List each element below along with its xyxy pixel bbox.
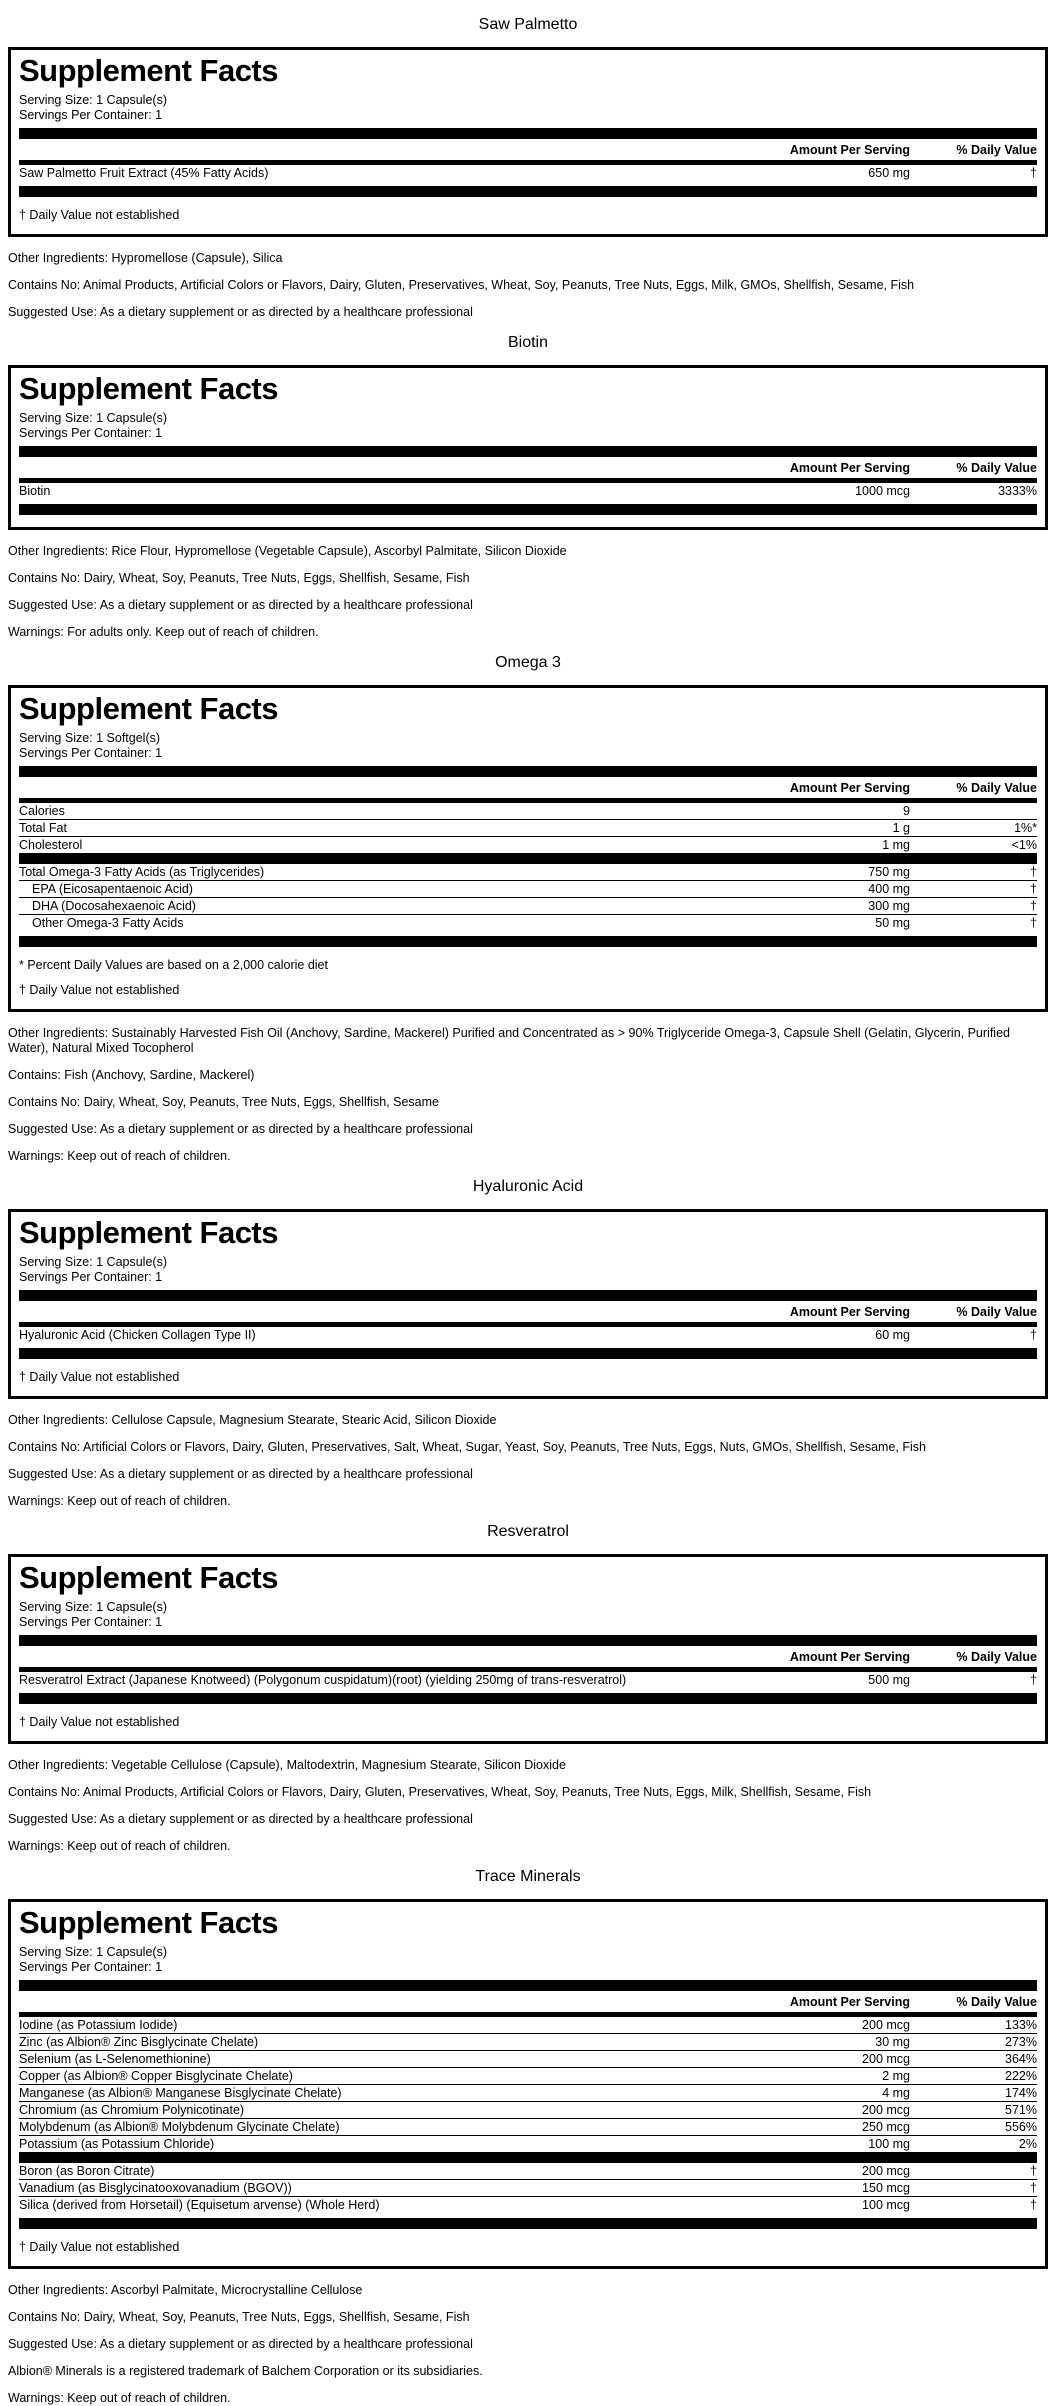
section-title: Omega 3	[495, 654, 561, 671]
divider-thick-bottom	[19, 1693, 1037, 1704]
servings-per-container-text: Servings Per Container: 1	[19, 108, 163, 122]
nutrient-daily-value: †	[1030, 916, 1037, 930]
divider-thick-top	[19, 766, 1037, 777]
column-header-spacer	[19, 1995, 750, 2009]
footnote: * Percent Daily Values are based on a 2,000 calorie diet	[19, 958, 328, 972]
nutrient-row	[19, 2101, 1037, 2118]
nutrient-row	[19, 864, 1037, 880]
nutrient-amount: 150 mcg	[862, 2181, 910, 2195]
note-line: Warnings: Keep out of reach of children.	[8, 2391, 231, 2405]
nutrient-name: Zinc (as Albion® Zinc Bisglycinate Chelate)	[19, 2035, 259, 2049]
note-line: Other Ingredients: Ascorbyl Palmitate, Microcrystalline Cellulose	[8, 2283, 363, 2297]
nutrient-amount: 500 mg	[868, 1673, 910, 1687]
servings-per-container-text: Servings Per Container: 1	[19, 426, 163, 440]
nutrient-row	[19, 1327, 1037, 1343]
supplement-facts-heading: Supplement Facts	[19, 1905, 278, 1940]
divider-thick-top	[19, 1635, 1037, 1646]
nutrient-name: Selenium (as L-Selenomethionine)	[19, 2052, 211, 2066]
nutrient-amount: 200 mcg	[862, 2018, 910, 2032]
supplement-section	[0, 654, 1056, 1164]
section-notes	[8, 1026, 1048, 1164]
nutrient-daily-value: 556%	[1005, 2120, 1037, 2134]
nutrient-rows	[19, 165, 1037, 181]
column-header-row	[19, 1646, 1037, 1667]
nutrient-row	[19, 2196, 1037, 2213]
amount-per-serving-header: Amount Per Serving	[789, 781, 910, 795]
column-header-row	[19, 1991, 1037, 2012]
nutrient-daily-value: <1%	[1011, 838, 1037, 852]
supplement-section	[0, 1868, 1056, 2406]
section-title: Biotin	[507, 334, 549, 351]
daily-value-header: % Daily Value	[956, 143, 1037, 157]
nutrient-row	[19, 1672, 1037, 1688]
nutrient-rows	[19, 1672, 1037, 1688]
nutrient-daily-value: †	[1030, 899, 1037, 913]
daily-value-header: % Daily Value	[956, 1305, 1037, 1319]
note-line: Warnings: For adults only. Keep out of reach of children.	[8, 625, 319, 639]
supplement-facts-heading: Supplement Facts	[19, 1560, 278, 1595]
note-line: Suggested Use: As a dietary supplement or as directed by a healthcare professional	[8, 1122, 473, 1136]
nutrient-row	[19, 2135, 1037, 2152]
nutrient-name: Vanadium (as Bisglycinatooxovanadium (BGOV))	[19, 2181, 292, 2195]
nutrient-amount: 100 mg	[868, 2137, 910, 2151]
nutrient-daily-value: †	[1030, 1328, 1037, 1342]
nutrient-row	[19, 2179, 1037, 2196]
nutrient-rows	[19, 483, 1037, 499]
footnote: † Daily Value not established	[19, 1370, 180, 1384]
supplement-facts-panel	[8, 47, 1048, 237]
nutrient-name: Total Omega-3 Fatty Acids (as Triglycerides)	[19, 865, 265, 879]
note-line: Suggested Use: As a dietary supplement or as directed by a healthcare professional	[8, 1467, 473, 1481]
amount-per-serving-header: Amount Per Serving	[789, 1650, 910, 1664]
supplement-facts-panel	[8, 1554, 1048, 1744]
nutrient-amount: 200 mcg	[862, 2052, 910, 2066]
daily-value-header: % Daily Value	[956, 1650, 1037, 1664]
amount-per-serving-header: Amount Per Serving	[789, 461, 910, 475]
nutrient-row	[19, 483, 1037, 499]
column-header-row	[19, 139, 1037, 160]
nutrient-amount: 1 mg	[882, 838, 910, 852]
nutrient-amount: 650 mg	[868, 166, 910, 180]
supplement-facts-heading: Supplement Facts	[19, 1215, 278, 1250]
note-line: Other Ingredients: Hypromellose (Capsule), Silica	[8, 251, 283, 265]
nutrient-daily-value: 174%	[1005, 2086, 1037, 2100]
supplement-section	[0, 1523, 1056, 1854]
supplement-section	[0, 1178, 1056, 1509]
section-notes	[8, 1413, 1048, 1509]
daily-value-header: % Daily Value	[956, 1995, 1037, 2009]
nutrient-name: Iodine (as Potassium Iodide)	[19, 2018, 178, 2032]
column-header-spacer	[19, 461, 750, 475]
nutrient-daily-value: †	[1030, 2198, 1037, 2212]
nutrient-row	[19, 2033, 1037, 2050]
amount-per-serving-header: Amount Per Serving	[789, 143, 910, 157]
nutrient-daily-value: 222%	[1005, 2069, 1037, 2083]
note-line: Contains: Fish (Anchovy, Sardine, Mackerel)	[8, 1068, 255, 1082]
nutrient-row	[19, 880, 1037, 897]
amount-per-serving-header: Amount Per Serving	[789, 1305, 910, 1319]
supplement-facts-heading: Supplement Facts	[19, 371, 278, 406]
supplement-section	[0, 16, 1056, 320]
supplement-facts-panel	[8, 685, 1048, 1012]
footnote: † Daily Value not established	[19, 1715, 180, 1729]
servings-per-container-text: Servings Per Container: 1	[19, 1960, 163, 1974]
section-notes	[8, 251, 1048, 320]
note-line: Contains No: Dairy, Wheat, Soy, Peanuts, Tree Nuts, Eggs, Shellfish, Sesame, Fish	[8, 571, 470, 585]
nutrient-amount: 9	[903, 804, 910, 818]
nutrient-amount: 2 mg	[882, 2069, 910, 2083]
nutrient-daily-value: †	[1030, 2181, 1037, 2195]
nutrient-name: Cholesterol	[19, 838, 83, 852]
nutrient-daily-value: †	[1030, 1673, 1037, 1687]
section-title: Trace Minerals	[475, 1868, 581, 1885]
column-header-row	[19, 457, 1037, 478]
footnotes	[19, 1715, 1037, 1729]
servings-per-container-text: Servings Per Container: 1	[19, 1615, 163, 1629]
serving-size-text: Serving Size: 1 Capsule(s)	[19, 93, 167, 107]
nutrient-daily-value: †	[1030, 882, 1037, 896]
nutrient-daily-value: †	[1030, 2164, 1037, 2178]
nutrient-daily-value: †	[1030, 166, 1037, 180]
divider-thick-top	[19, 1290, 1037, 1301]
footnote: † Daily Value not established	[19, 2240, 180, 2254]
supplement-facts-panel	[8, 1899, 1048, 2269]
daily-value-header: % Daily Value	[956, 781, 1037, 795]
serving-size-text: Serving Size: 1 Capsule(s)	[19, 1945, 167, 1959]
section-title: Saw Palmetto	[478, 16, 578, 33]
nutrient-name: Potassium (as Potassium Chloride)	[19, 2137, 215, 2151]
serving-size-text: Serving Size: 1 Capsule(s)	[19, 1600, 167, 1614]
column-header-spacer	[19, 143, 750, 157]
supplement-facts-heading: Supplement Facts	[19, 53, 278, 88]
note-line: Suggested Use: As a dietary supplement or as directed by a healthcare professional	[8, 598, 473, 612]
divider-thick-top	[19, 128, 1037, 139]
nutrient-amount: 1 g	[892, 821, 910, 835]
nutrient-amount: 50 mg	[875, 916, 910, 930]
footnotes	[19, 2240, 1037, 2254]
supplement-facts-heading: Supplement Facts	[19, 691, 278, 726]
nutrient-amount: 60 mg	[875, 1328, 910, 1342]
divider-thick-bottom	[19, 2218, 1037, 2229]
note-line: Warnings: Keep out of reach of children.	[8, 1149, 231, 1163]
nutrient-daily-value: 2%	[1018, 2137, 1037, 2151]
note-line: Albion® Minerals is a registered trademark of Balchem Corporation or its subsidiaries.	[8, 2364, 483, 2378]
supplement-facts-panel	[8, 365, 1048, 530]
nutrient-amount: 100 mcg	[862, 2198, 910, 2212]
nutrient-name: Silica (derived from Horsetail) (Equisetum arvense) (Whole Herd)	[19, 2198, 380, 2212]
supplement-section	[0, 334, 1056, 640]
divider-thick-bottom	[19, 186, 1037, 197]
nutrient-row	[19, 2084, 1037, 2101]
divider-thick-mid	[19, 853, 1037, 864]
nutrient-row	[19, 2118, 1037, 2135]
section-notes	[8, 2283, 1048, 2406]
note-line: Warnings: Keep out of reach of children.	[8, 1839, 231, 1853]
nutrient-name: Biotin	[19, 484, 51, 498]
supplement-facts-panel	[8, 1209, 1048, 1399]
note-line: Warnings: Keep out of reach of children.	[8, 1494, 231, 1508]
column-header-row	[19, 777, 1037, 798]
nutrient-row	[19, 897, 1037, 914]
nutrient-row	[19, 914, 1037, 931]
footnote: † Daily Value not established	[19, 208, 180, 222]
serving-size-text: Serving Size: 1 Softgel(s)	[19, 731, 161, 745]
nutrient-amount: 750 mg	[868, 865, 910, 879]
nutrient-amount: 400 mg	[868, 882, 910, 896]
servings-per-container-text: Servings Per Container: 1	[19, 746, 163, 760]
serving-size-text: Serving Size: 1 Capsule(s)	[19, 1255, 167, 1269]
nutrient-row	[19, 165, 1037, 181]
nutrient-row	[19, 803, 1037, 819]
nutrient-rows	[19, 803, 1037, 931]
nutrient-row	[19, 2017, 1037, 2033]
note-line: Other Ingredients: Cellulose Capsule, Magnesium Stearate, Stearic Acid, Silicon Dioxide	[8, 1413, 497, 1427]
serving-size-text: Serving Size: 1 Capsule(s)	[19, 411, 167, 425]
note-line: Suggested Use: As a dietary supplement or as directed by a healthcare professional	[8, 305, 473, 319]
nutrient-name: Total Fat	[19, 821, 67, 835]
footnotes	[19, 958, 1037, 997]
servings-per-container-text: Servings Per Container: 1	[19, 1270, 163, 1284]
column-header-row	[19, 1301, 1037, 1322]
nutrient-daily-value: 1%*	[1014, 821, 1037, 835]
nutrient-rows	[19, 2017, 1037, 2213]
note-line: Contains No: Animal Products, Artificial Colors or Flavors, Dairy, Gluten, Preservatives, Wheat, Soy, Peanuts, Tree Nuts, Eggs, Milk, GMOs, Shellfish, Sesame, Fish	[8, 278, 915, 292]
footnote: † Daily Value not established	[19, 983, 180, 997]
divider-thick-top	[19, 446, 1037, 457]
column-header-spacer	[19, 1305, 750, 1319]
nutrient-name: Copper (as Albion® Copper Bisglycinate Chelate)	[19, 2069, 293, 2083]
note-line: Other Ingredients: Sustainably Harvested Fish Oil (Anchovy, Sardine, Mackerel) Purified and Concentrated as > 90% Triglyceride Omega-3, Capsule Shell (Gelatin, Glycerin, Purified Water), Natural Mixed Tocopherol	[8, 1026, 1010, 1055]
nutrient-name: Boron (as Boron Citrate)	[19, 2164, 155, 2178]
nutrient-amount: 200 mcg	[862, 2103, 910, 2117]
amount-per-serving-header: Amount Per Serving	[789, 1995, 910, 2009]
note-line: Suggested Use: As a dietary supplement or as directed by a healthcare professional	[8, 1812, 473, 1826]
nutrient-amount: 200 mcg	[862, 2164, 910, 2178]
note-line: Contains No: Animal Products, Artificial Colors or Flavors, Dairy, Gluten, Preservatives, Wheat, Soy, Peanuts, Tree Nuts, Eggs, Milk, Shellfish, Sesame, Fish	[8, 1785, 872, 1799]
note-line: Other Ingredients: Vegetable Cellulose (Capsule), Maltodextrin, Magnesium Stearate, Silicon Dioxide	[8, 1758, 566, 1772]
note-line: Other Ingredients: Rice Flour, Hypromellose (Vegetable Capsule), Ascorbyl Palmitate, Silicon Dioxide	[8, 544, 567, 558]
divider-thick-mid	[19, 2152, 1037, 2163]
nutrient-name: Molybdenum (as Albion® Molybdenum Glycinate Chelate)	[19, 2120, 340, 2134]
nutrient-row	[19, 836, 1037, 853]
nutrient-name: EPA (Eicosapentaenoic Acid)	[32, 882, 193, 896]
footnotes	[19, 1370, 1037, 1384]
nutrient-daily-value: 133%	[1005, 2018, 1037, 2032]
daily-value-header: % Daily Value	[956, 461, 1037, 475]
nutrient-amount: 4 mg	[882, 2086, 910, 2100]
nutrient-name: Calories	[19, 804, 65, 818]
nutrient-name: Hyaluronic Acid (Chicken Collagen Type II)	[19, 1328, 256, 1342]
nutrient-amount: 30 mg	[875, 2035, 910, 2049]
divider-thick-top	[19, 1980, 1037, 1991]
nutrient-name: Saw Palmetto Fruit Extract (45% Fatty Acids)	[19, 166, 269, 180]
nutrient-rows	[19, 1327, 1037, 1343]
nutrient-name: Resveratrol Extract (Japanese Knotweed) (Polygonum cuspidatum)(root) (yielding 250mg of trans-resveratrol)	[19, 1673, 627, 1687]
footnotes	[19, 208, 1037, 222]
nutrient-daily-value: 273%	[1005, 2035, 1037, 2049]
nutrient-amount: 300 mg	[868, 899, 910, 913]
nutrient-daily-value: 364%	[1005, 2052, 1037, 2066]
nutrient-row	[19, 2050, 1037, 2067]
divider-thick-bottom	[19, 1348, 1037, 1359]
nutrient-name: Other Omega-3 Fatty Acids	[32, 916, 184, 930]
note-line: Contains No: Dairy, Wheat, Soy, Peanuts, Tree Nuts, Eggs, Shellfish, Sesame	[8, 1095, 439, 1109]
section-title: Hyaluronic Acid	[472, 1178, 584, 1195]
nutrient-daily-value: †	[1030, 865, 1037, 879]
nutrient-daily-value: 3333%	[998, 484, 1037, 498]
section-notes	[8, 1758, 1048, 1854]
divider-thick-bottom	[19, 504, 1037, 515]
nutrient-amount: 1000 mcg	[855, 484, 910, 498]
nutrient-name: Manganese (as Albion® Manganese Bisglycinate Chelate)	[19, 2086, 342, 2100]
section-notes	[8, 544, 1048, 640]
note-line: Contains No: Dairy, Wheat, Soy, Peanuts, Tree Nuts, Eggs, Shellfish, Sesame, Fish	[8, 2310, 470, 2324]
nutrient-name: Chromium (as Chromium Polynicotinate)	[19, 2103, 245, 2117]
divider-thick-bottom	[19, 936, 1037, 947]
note-line: Contains No: Artificial Colors or Flavors, Dairy, Gluten, Preservatives, Salt, Wheat, Sugar, Yeast, Soy, Peanuts, Tree Nuts, Eggs, Nuts, GMOs, Shellfish, Sesame, Fish	[8, 1440, 926, 1454]
nutrient-daily-value: 571%	[1005, 2103, 1037, 2117]
nutrient-row	[19, 2067, 1037, 2084]
column-header-spacer	[19, 781, 750, 795]
nutrient-name: DHA (Docosahexaenoic Acid)	[32, 899, 196, 913]
nutrient-row	[19, 819, 1037, 836]
section-title: Resveratrol	[487, 1523, 569, 1540]
column-header-spacer	[19, 1650, 750, 1664]
nutrient-row	[19, 2163, 1037, 2179]
nutrient-amount: 250 mcg	[862, 2120, 910, 2134]
note-line: Suggested Use: As a dietary supplement or as directed by a healthcare professional	[8, 2337, 473, 2351]
